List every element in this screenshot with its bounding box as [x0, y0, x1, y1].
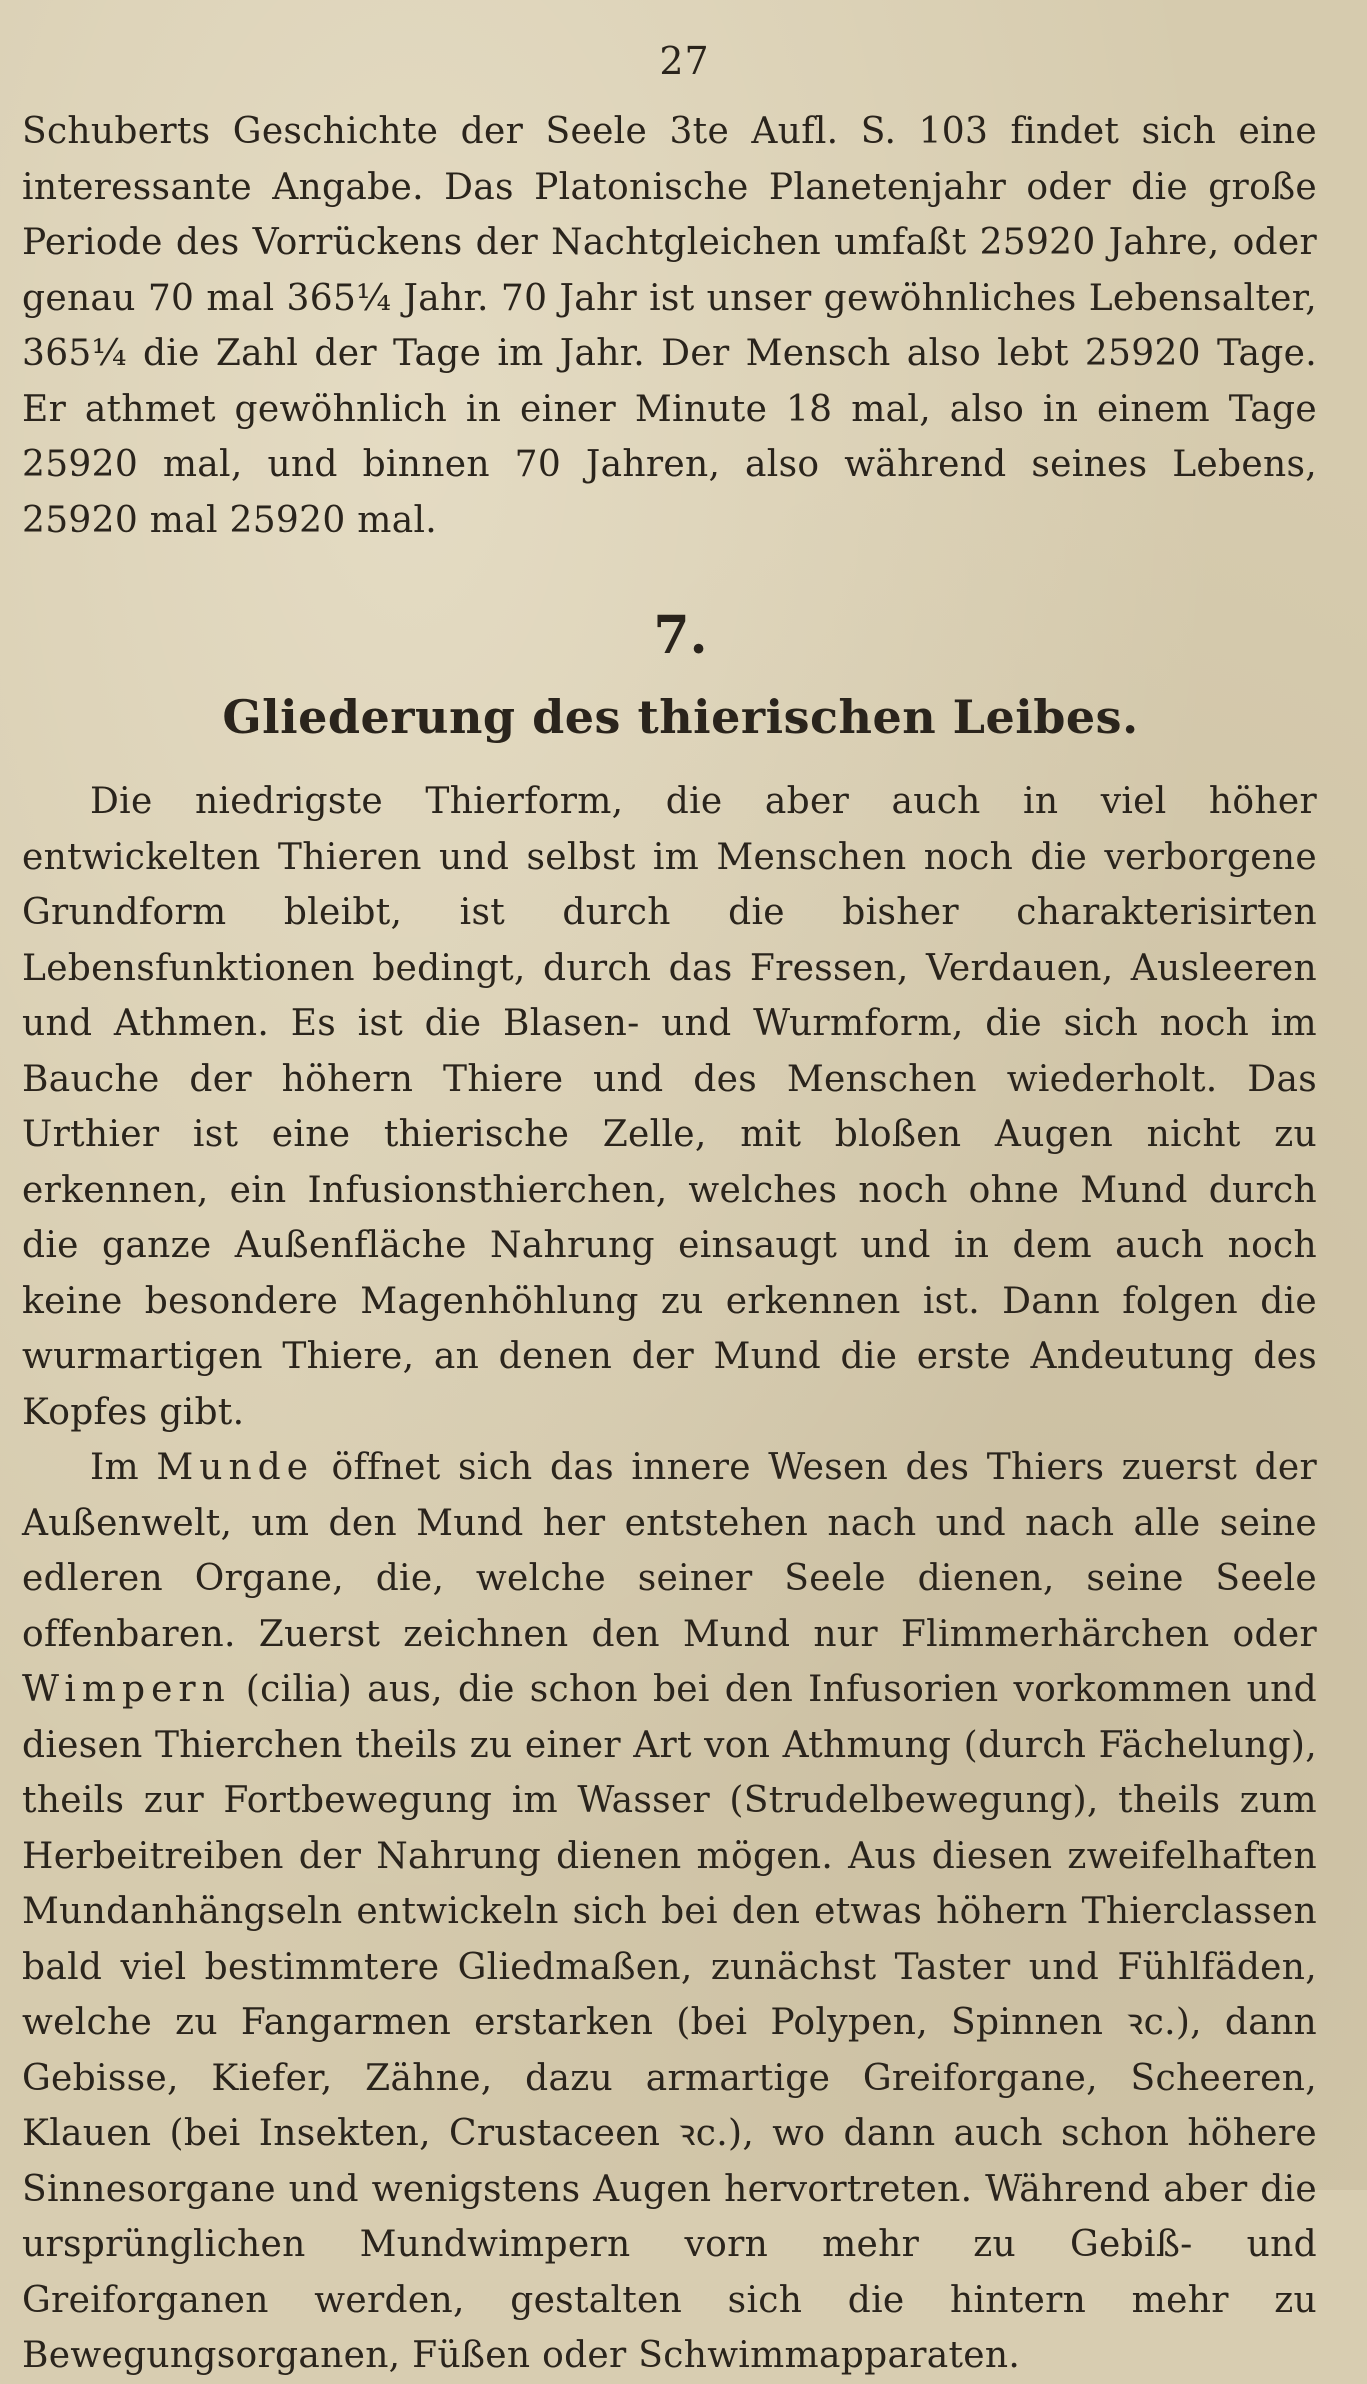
emphasis-wimpern: Wimpern [22, 1669, 231, 1710]
paragraph-2-part-2: (cilia) aus, die schon bei den Infusorien vorkommen und diesen Thierchen theils zu einer Art von Athmung (durch Fächelung), theils zur Fortbewegung im Wasser (Strudelbewegung), theils zum Herbeitreiben der Nahrung dienen mögen. Aus diesen zweifelhaften Mundanhängseln entwickeln sich bei den etwas höhern Thierclassen bald viel bestimmtere Gliedmaßen, zunächst Taster und Fühlfäden, welche zu Fangarmen erstarken (bei Polypen, Spinnen ꝛc.), dann Gebisse, Kiefer, Zähne, dazu armartige Greiforgane, Scheeren, Klauen (bei Insekten, Crustaceen ꝛc.), wo dann auch schon höhere Sinnesorgane und wenigstens Augen hervortreten. Während aber die ursprünglichen Mundwimpern vorn mehr zu Gebiß- und Greiforganen werden, gestalten sich die hintern mehr zu Bewegungsorganen, Füßen oder Schwimmapparaten. [22, 1669, 1317, 2376]
emphasis-munde: Munde [156, 1447, 315, 1488]
intro-paragraph: Schuberts Geschichte der Seele 3te Aufl. S. 103 findet sich eine interessante Angabe. Das Platonische Planetenjahr oder die große Periode des Vorrückens der Nachtgleichen umfaßt 25920 Jahre, oder genau 70 mal 365¼ Jahr. 70 Jahr ist unser gewöhnliches Lebensalter, 365¼ die Zahl der Tage im Jahr. Der Mensch also lebt 25920 Tage. Er athmet gewöhnlich in einer Minute 18 mal, also in einem Tage 25920 mal, und binnen 70 Jahren, also während seines Lebens, 25920 mal 25920 mal. [22, 111, 1317, 541]
paragraph-2-lead: Im [90, 1447, 157, 1488]
section-number: 7. [653, 605, 708, 666]
paragraph-2-part-1: öffnet sich das innere Wesen des Thiers zuerst der Außenwelt, um den Mund her entstehen nach und nach alle seine edleren Organe, die, welche seiner Seele dienen, seine Seele offenbaren. Zuerst zeichnen den Mund nur Flimmerhärchen oder [22, 1447, 1318, 1655]
body-paragraph-1: Die niedrigste Thierform, die aber auch in viel höher entwickelten Thieren und selbst im Menschen noch die verborgene Grundform bleibt, ist durch die bisher charakterisirten Lebensfunktionen bedingt, durch das Fressen, Verdauen, Ausleeren und Athmen. Es ist die Blasen- und Wurmform, die sich noch im Bauche der höhern Thiere und des Menschen wiederholt. Das Urthier ist eine thierische Zelle, mit bloßen Augen nicht zu erkennen, ein Infusionsthierchen, welches noch ohne Mund durch die ganze Außenfläche Nahrung einsaugt und in dem auch noch keine besondere Magenhöhlung zu erkennen ist. Dann folgen die wurmartigen Thiere, an denen der Mund die erste Andeutung des Kopfes gibt. [22, 781, 1317, 1433]
page-number: 27 [659, 39, 710, 83]
section-title: Gliederung des thierischen Leibes. [222, 690, 1139, 744]
body-paragraph-2 [22, 1440, 1317, 2384]
